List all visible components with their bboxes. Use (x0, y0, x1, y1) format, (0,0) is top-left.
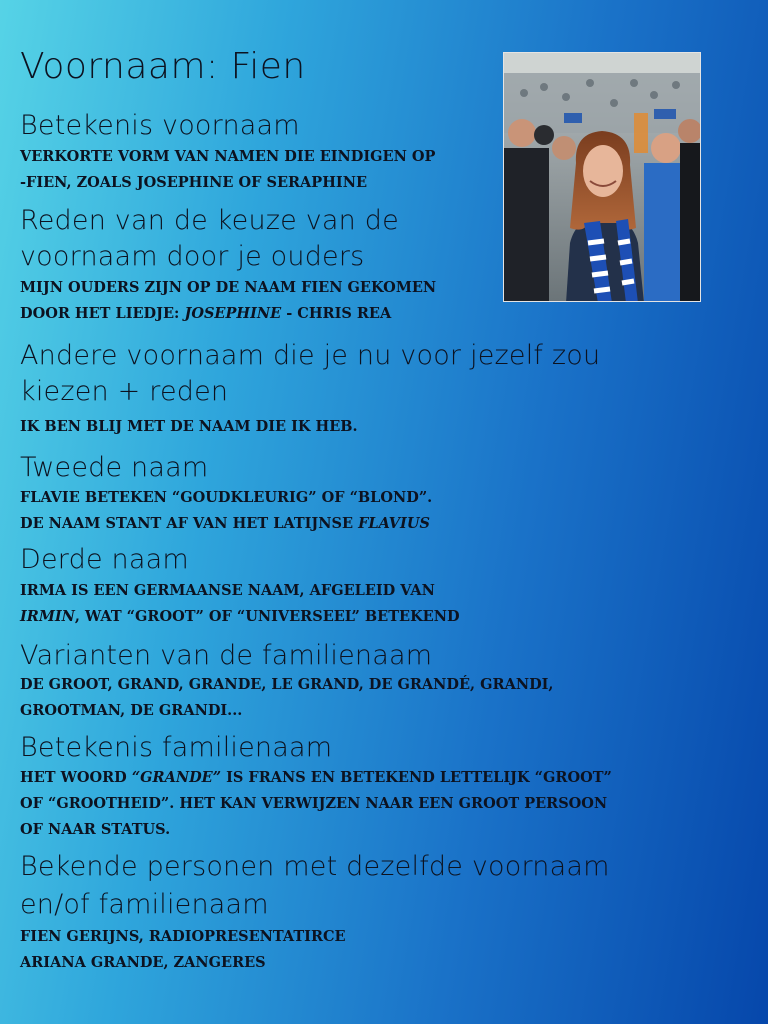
section-reden-keuze (20, 203, 436, 327)
section-text: FLAVIE BETEKEN “GOUDKLEURIG” OF “BLOND”. DE NAAM STANT AF VAN HET LATIJNSE FLAVIUS (20, 489, 433, 532)
section-text: HET WOORD “GRANDE” IS FRANS EN BETEKEND LETTELIJK “GROOT” OF “GROOTHEID”. HET KAN VERWIJZEN NAAR EEN GROOT PERSOON OF NAAR STATUS. (20, 769, 612, 838)
section-andere-voornaam (20, 338, 600, 440)
section-betekenis-familienaam (20, 731, 612, 843)
page-title: Voornaam: Fien (20, 46, 306, 87)
section-text: FIEN GERIJNS, RADIOPRESENTATIRCE ARIANA GRANDE, ZANGERES (20, 928, 346, 971)
section-heading: Bekende personen met dezelfde voornaam en/of familienaam (20, 851, 610, 920)
section-varianten (20, 640, 553, 724)
section-bekende-personen (20, 848, 610, 976)
section-heading: Derde naam (20, 544, 189, 575)
section-text: DE GROOT, GRAND, GRANDE, LE GRAND, DE GRANDÉ, GRANDI, GROOTMAN, DE GRANDI... (20, 676, 554, 719)
section-betekenis-voornaam (20, 108, 435, 196)
section-text: VERKORTE VORM VAN NAMEN DIE EINDIGEN OP -FIEN, ZOALS JOSEPHINE OF SERAPHINE (20, 148, 436, 191)
section-heading: Betekenis voornaam (20, 110, 300, 141)
section-heading: Tweede naam (20, 452, 209, 483)
person-photo (503, 52, 701, 302)
section-text: IRMA IS EEN GERMAANSE NAAM, AFGELEID VAN IRMIN, WAT “GROOT” OF “UNIVERSEEL” BETEKEND (20, 582, 460, 625)
section-heading: Betekenis familienaam (20, 732, 333, 763)
section-tweede-naam (20, 451, 432, 537)
section-heading: Reden van de keuze van de voornaam door je ouders (20, 205, 399, 272)
section-heading: Varianten van de familienaam (20, 640, 433, 671)
section-text: IK BEN BLIJ MET DE NAAM DIE IK HEB. (20, 418, 358, 435)
section-derde-naam (20, 542, 460, 630)
section-text: MIJN OUDERS ZIJN OP DE NAAM FIEN GEKOMEN DOOR HET LIEDJE: JOSEPHINE - CHRIS REA (20, 279, 437, 322)
song-title: JOSEPHINE (184, 305, 282, 322)
section-heading: Andere voornaam die je nu voor jezelf zou kiezen + reden (20, 340, 601, 407)
